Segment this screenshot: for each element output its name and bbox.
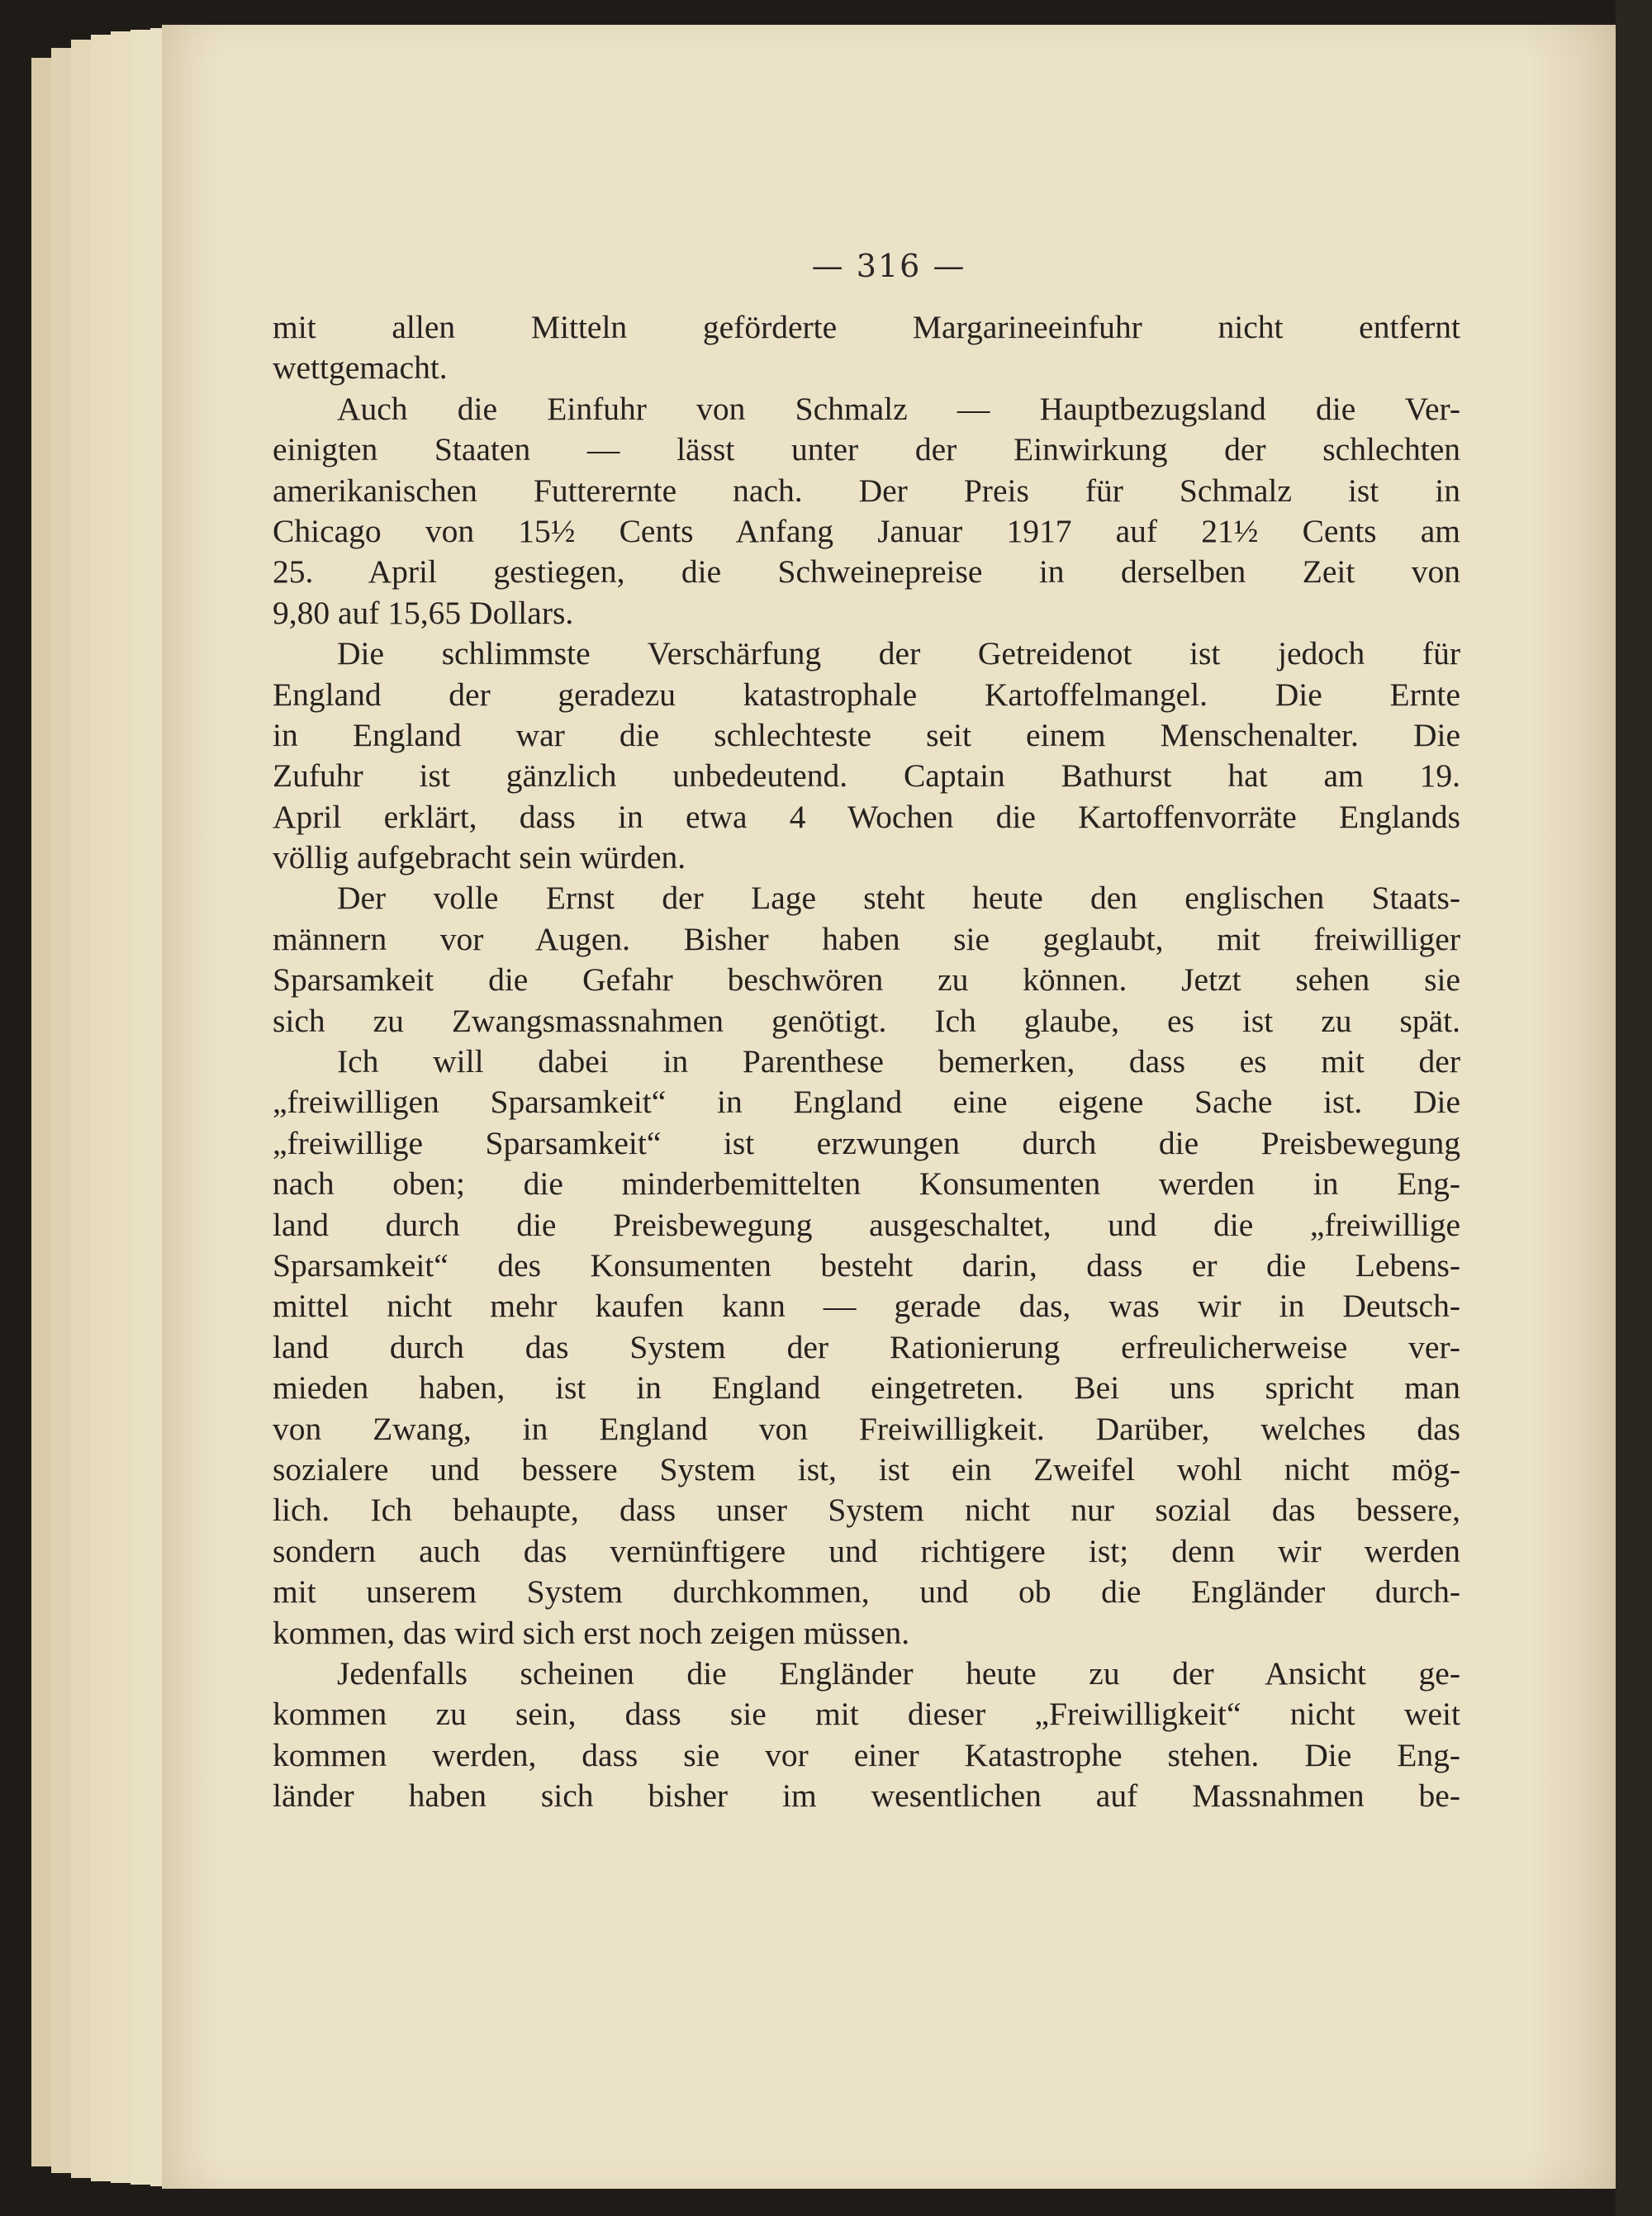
text-line: sich zu Zwangsmassnahmen genötigt. Ich glaube, es ist zu spät. [273,1002,1460,1039]
text-line: sozialere und bessere System ist, ist ein Zweifel wohl nicht mög- [273,1450,1460,1488]
text-line: mit unserem System durchkommen, und ob die Engländer durch- [273,1573,1460,1611]
text-line: Die schlimmste Verschärfung der Getreidenot ist jedoch für [337,635,1460,672]
text-line: Sparsamkeit“ des Konsumenten besteht darin, dass er die Lebens- [273,1246,1460,1284]
text-line: Sparsamkeit die Gefahr beschwören zu können. Jetzt sehen sie [273,961,1460,999]
text-line: Jedenfalls scheinen die Engländer heute zu der Ansicht ge- [337,1654,1460,1692]
text-line: Zufuhr ist gänzlich unbedeutend. Captain Bathurst hat am 19. [273,757,1460,795]
text-line: wettgemacht. [273,349,448,387]
text-line: „freiwilligen Sparsamkeit“ in England eine eigene Sache ist. Die [273,1084,1460,1121]
text-line: mieden haben, ist in England eingetreten. Bei uns spricht man [273,1369,1460,1407]
text-line: lich. Ich behaupte, dass unser System nicht nur sozial das bessere, [273,1492,1460,1529]
text-line: land durch die Preisbewegung ausgeschaltet, und die „freiwillige [273,1206,1460,1243]
text-line: Ich will dabei in Parenthese bemerken, dass es mit der [337,1043,1460,1080]
text-line: länder haben sich bisher im wesentlichen auf Massnahmen be- [273,1777,1460,1815]
text-line: sondern auch das vernünftigere und richtigere ist; denn wir werden [273,1532,1460,1569]
text-line: einigten Staaten — lässt unter der Einwirkung der schlechten [273,431,1460,468]
text-line: England der geradezu katastrophale Kartoffelmangel. Die Ernte [273,676,1460,713]
text-line: von Zwang, in England von Freiwilligkeit. Darüber, welches das [273,1410,1460,1447]
scan-background [1616,0,1652,2216]
text-line: kommen werden, dass sie vor einer Katastrophe stehen. Die Eng- [273,1736,1460,1773]
text-line: völlig aufgebracht sein würden. [273,839,686,876]
text-line: 25. April gestiegen, die Schweinepreise in derselben Zeit von [273,553,1460,591]
text-line: land durch das System der Rationierung erfreulicherweise ver- [273,1328,1460,1365]
page-number: — 316 — [811,248,966,284]
text-line: amerikanischen Futterernte nach. Der Preis für Schmalz ist in [273,472,1460,509]
text-line: in England war die schlechteste seit einem Menschenalter. Die [273,716,1460,753]
text-line: April erklärt, dass in etwa 4 Wochen die Kartoffenvorräte Englands [273,798,1460,835]
text-line: mittel nicht mehr kaufen kann — gerade das, was wir in Deutsch- [273,1288,1460,1325]
text-line: männern vor Augen. Bisher haben sie geglaubt, mit freiwilliger [273,920,1460,957]
text-line: mit allen Mitteln geförderte Margarineeinfuhr nicht entfernt [273,309,1460,345]
text-line: kommen, das wird sich erst noch zeigen müssen. [273,1614,910,1651]
body-text [273,307,1460,1816]
text-line: kommen zu sein, dass sie mit dieser „Freiwilligkeit“ nicht weit [273,1696,1460,1733]
text-line: 9,80 auf 15,65 Dollars. [273,594,574,631]
text-line: „freiwillige Sparsamkeit“ ist erzwungen durch die Preisbewegung [273,1124,1460,1161]
text-line: Auch die Einfuhr von Schmalz — Hauptbezugsland die Ver- [337,390,1460,427]
text-line: Chicago von 15½ Cents Anfang Januar 1917 auf 21½ Cents am [273,512,1460,549]
text-line: Der volle Ernst der Lage steht heute den englischen Staats- [337,880,1460,917]
text-line: nach oben; die minderbemittelten Konsumenten werden in Eng- [273,1165,1460,1203]
